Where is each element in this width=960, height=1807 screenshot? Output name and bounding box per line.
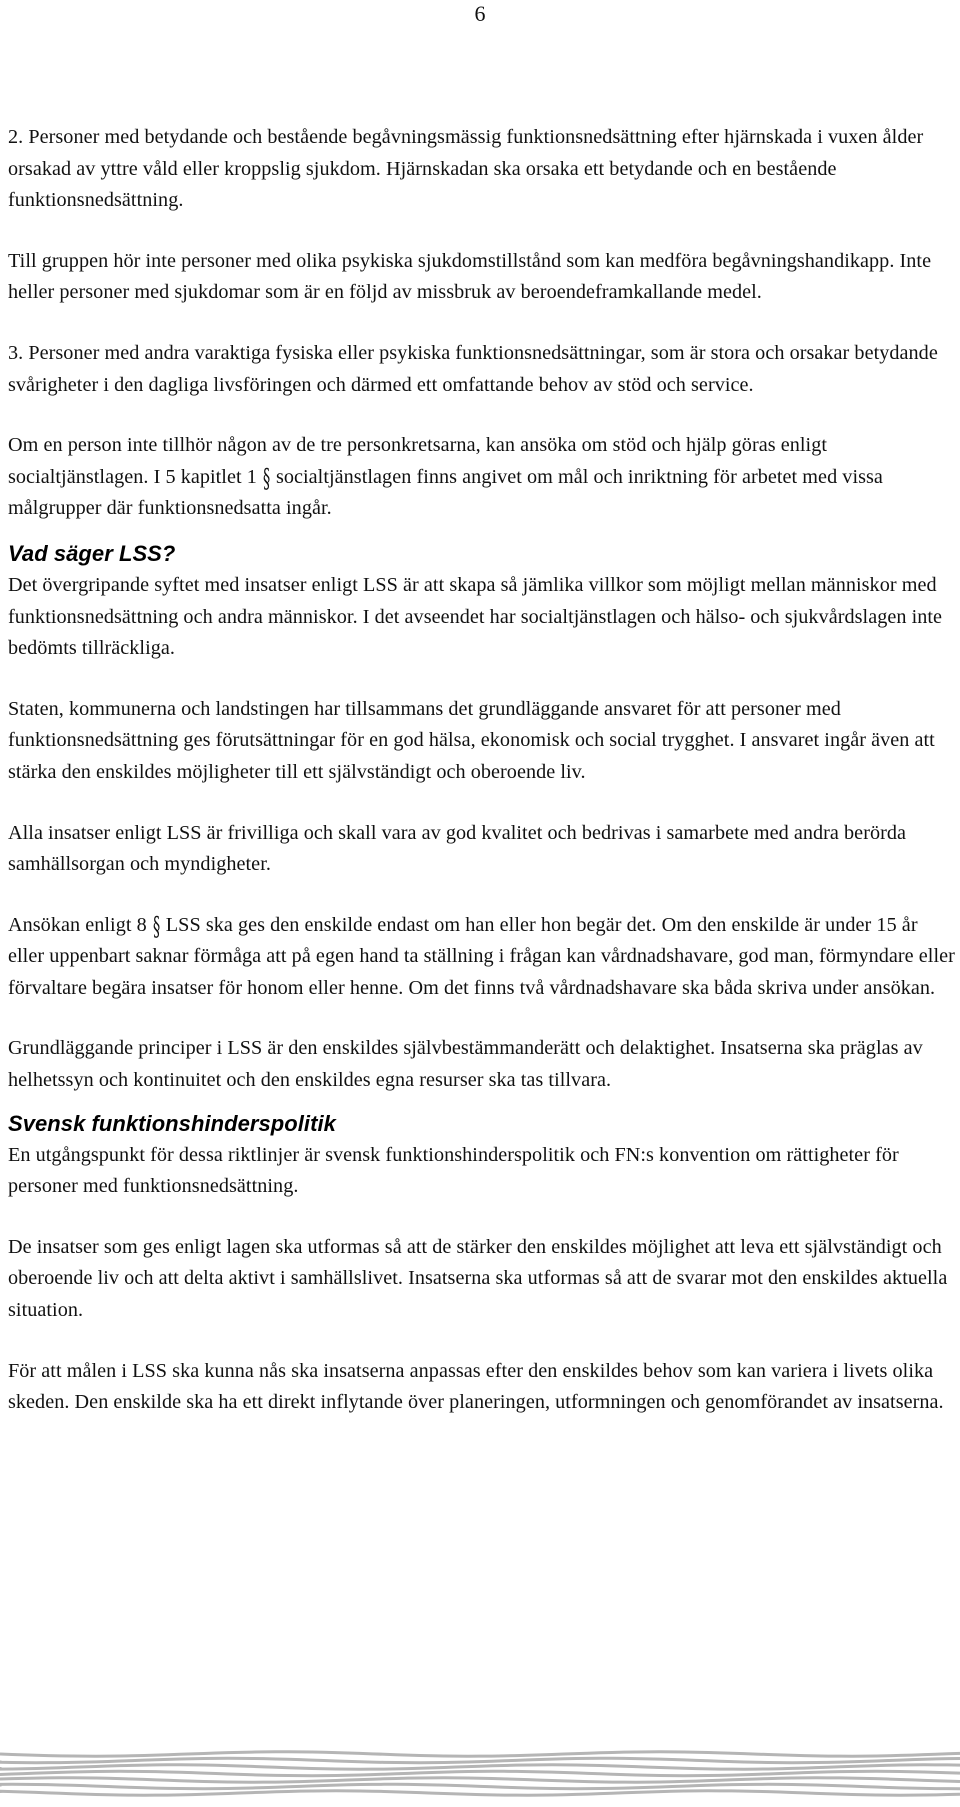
- paragraph-goals: För att målen i LSS ska kunna nås ska insatserna anpassas efter den enskildes behov som kan variera i livets olika skeden. Den enskilde ska ha ett direkt inflytande över planeringen, utformningen och genomförandet av insatserna.: [8, 1359, 944, 1414]
- wave-stripe: [0, 1771, 960, 1775]
- paragraph-starting-point: En utgångspunkt för dessa riktlinjer är svensk funktionshinderspolitik och FN:s konvention om rättigheter för personer med funktionsnedsättning.: [8, 1143, 899, 1198]
- wave-stripe: [0, 1752, 960, 1756]
- wave-stripe: [0, 1784, 960, 1788]
- paragraph-principles: Grundläggande principer i LSS är den enskildes självbestämmanderätt och delaktighet. Insatserna ska präglas av helhetssyn och kontinuitet och den enskildes egna resurser ska tas tillvara.: [8, 1037, 923, 1092]
- paragraph-responsibility: Staten, kommunerna och landstingen har tillsammans det grundläggande ansvaret för att personer med funktionsnedsättning ges förutsättningar för en god hälsa, ekonomisk och social trygghet. I ansvaret ingår även att stärka den enskildes möjligheter till ett självständigt och oberoende liv.: [8, 697, 935, 783]
- paragraph-text: socialtjänstlagen finns angivet om mål och inriktning för arbetet med vissa målgrupper där funktionsnedsatta ingår.: [8, 465, 883, 520]
- wave-stripe: [0, 1778, 960, 1782]
- wave-stripe: [0, 1758, 960, 1762]
- heading-svensk-funktionshinderspolitik: Svensk funktionshinderspolitik: [8, 1110, 336, 1136]
- paragraph-socialtjanstlagen: Om en person inte tillhör någon av de tre personkretsarna, kan ansöka om stöd och hjälp göras enligt socialtjänstlagen. I 5 kapitlet 1 § socialtjänstlagen finns angivet om mål och inriktning för arbetet med vissa målgrupper där funktionsnedsatta ingår.: [8, 434, 883, 520]
- paragraph-exclusions: Till gruppen hör inte personer med olika psykiska sjukdomstillstånd som kan medföra begåvningshandikapp. Inte heller personer med sjukdomar som är en följd av missbruk av beroendeframkallande medel.: [8, 249, 932, 304]
- paragraph-personkrets-3: 3. Personer med andra varaktiga fysiska eller psykiska funktionsnedsättningar, som är stora och orsakar betydande svårigheter i den dagliga livsföringen och därmed ett omfattande behov av stöd och service.: [8, 341, 938, 396]
- footer-wave-decoration: [0, 1748, 960, 1802]
- paragraph-purpose: Det övergripande syftet med insatser enligt LSS är att skapa så jämlika villkor som möjligt mellan människor med funktionsnedsättning och andra människor. I det avseendet har socialtjänstlagen och hälso- och sjukvårdslagen inte bedömts tillräckliga.: [8, 573, 943, 660]
- paragraph-text: LSS ska ges den enskilde endast om han eller hon begär det. Om den enskilde är under 15 år eller uppenbart saknar förmåga att på egen hand ta ställning i frågan kan vårdnadshavare, god man, förmyndare eller förvaltare begära insatser för honom eller henne. Om det finns två vårdnadshavare ska båda skriva under ansökan.: [8, 913, 955, 999]
- page-body: [8, 122, 958, 1448]
- wave-pattern-icon: [0, 1748, 960, 1802]
- paragraph-application: Ansökan enligt 8 § LSS ska ges den enskilde endast om han eller hon begär det. Om den enskilde är under 15 år eller uppenbart saknar förmåga att på egen hand ta ställning i frågan kan vårdnadshavare, god man, förmyndare eller förvaltare begära insatser för honom eller henne. Om det finns två vårdnadshavare ska båda skriva under ansökan.: [8, 911, 955, 999]
- wave-stripe: [0, 1765, 960, 1769]
- paragraph-personkrets-2: 2. Personer med betydande och bestående begåvningsmässig funktionsnedsättning efter hjärnskada i vuxen ålder orsakad av yttre våld eller kroppslig sjukdom. Hjärnskadan ska orsaka ett betydande och en bestående funktionsnedsättning.: [8, 126, 924, 212]
- heading-vad-sager-lss: Vad säger LSS?: [8, 540, 176, 566]
- wave-stripe: [0, 1791, 960, 1795]
- paragraph-text: Om en person inte tillhör någon av de tre personkretsarna, kan ansöka om stöd och hjälp göras enligt socialtjänstlagen. I 5 kapitlet 1: [8, 434, 828, 488]
- paragraph-voluntary: Alla insatser enligt LSS är frivilliga och skall vara av god kvalitet och bedrivas i samarbete med andra berörda samhällsorgan och myndigheter.: [8, 821, 907, 876]
- paragraph-design: De insatser som ges enligt lagen ska utformas så att de stärker den enskildes möjlighet att leva ett självständigt och oberoende liv och att delta aktivt i samhällslivet. Insatserna ska utformas så att de svarar mot den enskildes aktuella situation.: [8, 1235, 948, 1322]
- paragraph-text: Ansökan enligt 8: [8, 913, 147, 936]
- page-number: 6: [474, 1, 486, 26]
